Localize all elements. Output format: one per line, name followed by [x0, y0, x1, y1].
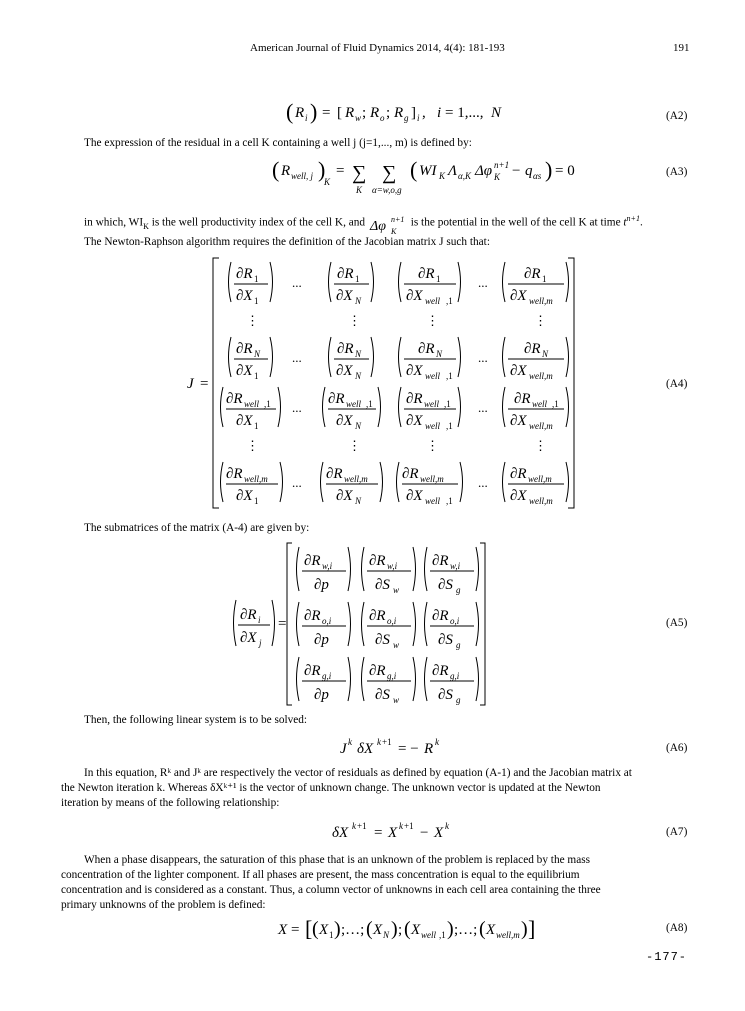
svg-text:;…;: ;…; [454, 922, 478, 938]
svg-text:∂R: ∂R [369, 553, 386, 569]
svg-text:,: , [422, 105, 426, 121]
svg-text:well, j: well, j [291, 171, 313, 181]
svg-text:k: k [435, 737, 439, 747]
svg-text:g,i: g,i [387, 671, 397, 681]
svg-text:∂R: ∂R [418, 266, 435, 282]
svg-text:well: well [425, 496, 440, 506]
svg-text:∑: ∑ [382, 162, 397, 184]
vdots-row-2 [246, 438, 547, 453]
svg-text:R: R [345, 105, 355, 121]
svg-text:1: 1 [254, 274, 259, 284]
svg-text:∂X: ∂X [510, 363, 527, 379]
svg-text:w: w [393, 695, 400, 705]
svg-text:δX: δX [357, 741, 374, 757]
svg-text:∂p: ∂p [314, 687, 329, 703]
p2-time: t [623, 216, 627, 229]
svg-text:]: ] [411, 105, 416, 121]
svg-text:α,K: α,K [458, 171, 471, 181]
svg-text:...: ... [478, 350, 488, 365]
eq-label-a8: (A8) [666, 922, 688, 934]
svg-text:g: g [456, 695, 461, 705]
row-oil [297, 602, 479, 650]
svg-text:∑: ∑ [352, 162, 367, 184]
svg-text:,1: ,1 [439, 930, 446, 940]
svg-text:k: k [348, 737, 352, 747]
svg-text:well,m: well,m [529, 371, 553, 381]
svg-text:K: K [390, 227, 397, 236]
svg-text:well: well [425, 421, 440, 431]
svg-text:∂S: ∂S [438, 632, 453, 648]
svg-text:∂R: ∂R [514, 391, 531, 407]
svg-text:i: i [417, 113, 420, 123]
svg-text:): ) [521, 918, 528, 940]
eq-label-a3: (A3) [666, 166, 688, 178]
svg-text:): ) [545, 157, 553, 182]
svg-text:∂R: ∂R [524, 341, 541, 357]
svg-text:;: ; [386, 105, 391, 121]
svg-text:R: R [394, 105, 404, 121]
svg-text:1: 1 [254, 371, 259, 381]
svg-text:∂R: ∂R [406, 391, 423, 407]
svg-text:k: k [377, 737, 381, 747]
svg-text:,1: ,1 [446, 296, 453, 306]
p2-end: is the potential in the well of the cell K at time [410, 216, 621, 229]
paragraph-phase-1: When a phase disappears, the saturation of this phase that is an unknown of the problem is replaced by the mass [84, 854, 591, 866]
svg-text:∂R: ∂R [304, 608, 321, 624]
svg-text:∂R: ∂R [240, 607, 257, 623]
svg-text:;: ; [362, 105, 367, 121]
svg-text:1: 1 [329, 930, 334, 940]
journal-header: American Journal of Fluid Dynamics 2014, 4(4): 181-193 [250, 42, 505, 54]
svg-text:∂X: ∂X [236, 288, 253, 304]
paragraph-phase-3: concentration and is considered as a constant. Thus, a column vector of unknowns in each cell area containing the three [61, 884, 601, 896]
svg-text:i: i [305, 113, 308, 123]
svg-text:]: ] [528, 916, 536, 941]
svg-text:(: ( [272, 157, 280, 182]
svg-text:well: well [425, 296, 440, 306]
svg-text:WI: WI [419, 163, 437, 179]
svg-text:∂X: ∂X [236, 413, 253, 429]
svg-text:∂R: ∂R [226, 466, 243, 482]
equation-a7 [332, 818, 492, 844]
svg-text:well,m: well,m [244, 474, 268, 484]
paragraph-residual: The expression of the residual in a cell K containing a well j (j=1,..., m) is defined by: [84, 137, 472, 149]
svg-text:,1: ,1 [444, 399, 451, 409]
svg-text:∂X: ∂X [336, 363, 353, 379]
svg-text:(: ( [479, 918, 486, 940]
svg-text:∂R: ∂R [432, 663, 449, 679]
svg-text:X: X [388, 825, 398, 841]
svg-text:∂X: ∂X [336, 288, 353, 304]
svg-text:[: [ [305, 916, 313, 941]
svg-text:∂S: ∂S [438, 577, 453, 593]
svg-text:,1: ,1 [264, 399, 271, 409]
svg-text:N: N [355, 296, 362, 306]
svg-text:): ) [310, 99, 318, 124]
svg-text:⋮: ⋮ [246, 438, 259, 453]
svg-text:∂R: ∂R [337, 341, 354, 357]
svg-text:o,i: o,i [450, 616, 460, 626]
svg-text:∂R: ∂R [304, 553, 321, 569]
svg-text:=: = [278, 616, 287, 632]
svg-text:): ) [391, 918, 398, 940]
svg-text:well,m: well,m [529, 496, 553, 506]
svg-text:N: N [436, 349, 443, 359]
svg-text:−: − [420, 825, 429, 841]
p2-sub-k: K [143, 221, 149, 231]
svg-text:N: N [254, 349, 261, 359]
svg-text:(: ( [312, 918, 319, 940]
page-number: 191 [673, 42, 690, 54]
svg-text:1: 1 [254, 296, 259, 306]
svg-text:k: k [352, 821, 356, 831]
svg-text:well,m: well,m [528, 474, 552, 484]
svg-text:g,i: g,i [450, 671, 460, 681]
svg-text:(: ( [410, 157, 418, 182]
svg-text:(: ( [286, 99, 294, 124]
svg-text:q: q [525, 163, 533, 179]
svg-text:X: X [278, 922, 288, 938]
svg-text:n+1: n+1 [494, 160, 510, 170]
svg-text:K: K [494, 172, 501, 182]
svg-text:1: 1 [436, 274, 441, 284]
svg-text:⋮: ⋮ [426, 313, 439, 328]
svg-text:): ) [318, 157, 326, 182]
svg-text:,1: ,1 [366, 399, 373, 409]
footer-page-mark: -177- [646, 950, 688, 964]
svg-text:=: = [322, 105, 331, 121]
svg-text:∂X: ∂X [236, 363, 253, 379]
svg-text:well,m: well,m [420, 474, 444, 484]
svg-text:well: well [424, 399, 439, 409]
svg-text:⋮: ⋮ [426, 438, 439, 453]
svg-text:∂R: ∂R [328, 391, 345, 407]
eq-label-a2: (A2) [666, 110, 688, 122]
svg-text:...: ... [292, 475, 302, 490]
svg-text:∂X: ∂X [336, 413, 353, 429]
eq-label-a7: (A7) [666, 826, 688, 838]
svg-text:∂S: ∂S [375, 632, 390, 648]
svg-text:∂R: ∂R [226, 391, 243, 407]
svg-text:j: j [259, 638, 262, 648]
svg-text:∂R: ∂R [432, 608, 449, 624]
svg-text:K: K [324, 177, 331, 187]
svg-text:): ) [447, 918, 454, 940]
svg-text:;…;: ;…; [341, 922, 365, 938]
svg-text:−: − [512, 163, 521, 179]
eq-label-a6: (A6) [666, 742, 688, 754]
svg-text:∂R: ∂R [304, 663, 321, 679]
svg-text:∂X: ∂X [510, 288, 527, 304]
row-water [297, 547, 479, 595]
paragraph-newton-raphson: The Newton-Raphson algorithm requires the definition of the Jacobian matrix J such that: [84, 236, 490, 248]
svg-text:g: g [404, 113, 409, 123]
svg-text:= 1,...,: = 1,..., [445, 105, 484, 121]
svg-text:∂R: ∂R [432, 553, 449, 569]
svg-text:αs: αs [533, 171, 542, 181]
svg-text:=: = [374, 825, 383, 841]
svg-text:well: well [532, 399, 547, 409]
eq-label-a5: (A5) [666, 617, 688, 629]
svg-text:X: X [434, 825, 444, 841]
svg-text:1: 1 [355, 274, 360, 284]
vdots-row-1 [246, 313, 547, 328]
row-r1 [229, 262, 569, 306]
svg-text:,1: ,1 [552, 399, 559, 409]
svg-text:R: R [370, 105, 380, 121]
svg-text:Δφ: Δφ [475, 163, 493, 179]
svg-text:∂R: ∂R [369, 608, 386, 624]
svg-text:∂p: ∂p [314, 577, 329, 593]
svg-text:J: J [187, 376, 194, 392]
svg-text:,1: ,1 [446, 496, 453, 506]
svg-text:⋮: ⋮ [246, 313, 259, 328]
p2-mid: is the well productivity index of the cell K, and [148, 216, 366, 229]
svg-text:N: N [355, 496, 362, 506]
svg-text:[: [ [337, 105, 342, 121]
svg-text:w: w [393, 640, 400, 650]
svg-text:R: R [281, 163, 291, 179]
svg-text:∂R: ∂R [337, 266, 354, 282]
svg-text:...: ... [292, 350, 302, 365]
svg-text:∂X: ∂X [240, 630, 257, 646]
svg-text:N: N [491, 105, 502, 121]
svg-text:∂X: ∂X [406, 288, 423, 304]
svg-text:+1: +1 [357, 821, 367, 831]
svg-text:well: well [421, 930, 436, 940]
svg-text:g: g [456, 640, 461, 650]
svg-text:∂X: ∂X [236, 488, 253, 504]
svg-text:∂R: ∂R [236, 341, 253, 357]
row-gas [297, 657, 479, 705]
svg-text:w: w [393, 585, 400, 595]
row-rwell1 [221, 387, 569, 431]
svg-text:,1: ,1 [446, 371, 453, 381]
svg-text:X: X [411, 922, 421, 938]
paragraph-phase-2: concentration of the lighter component. If all phases are present, the mass concentration is equal to the equilibrium [61, 869, 580, 881]
svg-text:= −: = − [398, 741, 419, 757]
svg-text:∂X: ∂X [336, 488, 353, 504]
paragraph-submatrices: The submatrices of the matrix (A-4) are given by: [84, 522, 310, 534]
svg-text:∂S: ∂S [375, 687, 390, 703]
svg-text:N: N [355, 371, 362, 381]
svg-text:⋮: ⋮ [348, 313, 361, 328]
svg-text:well,m: well,m [529, 296, 553, 306]
svg-text:∂R: ∂R [524, 266, 541, 282]
svg-text:...: ... [478, 400, 488, 415]
svg-text:well: well [244, 399, 259, 409]
svg-text:⋮: ⋮ [534, 313, 547, 328]
svg-text:well,m: well,m [344, 474, 368, 484]
svg-text:N: N [542, 349, 549, 359]
paragraph-linear-system: Then, the following linear system is to be solved: [84, 714, 308, 726]
svg-text:∂S: ∂S [375, 577, 390, 593]
svg-text:...: ... [292, 275, 302, 290]
svg-text:...: ... [478, 475, 488, 490]
svg-text:w,i: w,i [450, 561, 461, 571]
svg-text:,1: ,1 [446, 421, 453, 431]
svg-text:): ) [334, 918, 341, 940]
row-rwellm [221, 462, 569, 506]
svg-text:X: X [319, 922, 329, 938]
svg-text:well: well [346, 399, 361, 409]
equation-a4-jacobian [180, 253, 590, 513]
paragraph-well-index: in which, $WI_K$ is the well productivity index of the cell K, and Δφ n+1 K is the potential in the well of the cell K at time $t^{n+1}$. [84, 213, 643, 236]
svg-text:∂X: ∂X [406, 363, 423, 379]
svg-text:K: K [356, 185, 363, 195]
svg-text:o,i: o,i [387, 616, 397, 626]
svg-text:α=w,o,g: α=w,o,g [372, 185, 402, 195]
svg-text:⋮: ⋮ [534, 438, 547, 453]
svg-text:k: k [445, 821, 449, 831]
svg-text:X: X [373, 922, 383, 938]
svg-text:J: J [340, 741, 347, 757]
svg-text:i: i [437, 105, 442, 121]
svg-text:∂R: ∂R [510, 466, 527, 482]
svg-text:g: g [456, 585, 461, 595]
svg-text:;: ; [398, 922, 403, 938]
svg-text:=: = [336, 163, 345, 179]
paragraph-residual-vectors-2: the Newton iteration k. Whereas δXᵏ⁺¹ is the vector of unknown change. The unknown vector is updated at the Newton [61, 782, 601, 794]
svg-text:o,i: o,i [322, 616, 332, 626]
svg-text:K: K [439, 171, 446, 181]
svg-text:g,i: g,i [322, 671, 332, 681]
svg-text:w: w [355, 113, 362, 123]
svg-text:∂R: ∂R [326, 466, 343, 482]
svg-text:i: i [258, 615, 261, 625]
paragraph-residual-vectors-3: iteration by means of the following relationship: [61, 797, 280, 809]
equation-a2 [286, 98, 526, 128]
eq-label-a4: (A4) [666, 378, 688, 390]
svg-text:(: ( [366, 918, 373, 940]
svg-text:1: 1 [542, 274, 547, 284]
svg-text:Δφ: Δφ [369, 219, 386, 234]
svg-text:∂X: ∂X [510, 488, 527, 504]
svg-text:=: = [291, 922, 300, 938]
row-rn [229, 337, 569, 381]
equation-a8 [278, 915, 538, 945]
paragraph-phase-4: primary unknowns of the problem is defined: [61, 899, 266, 911]
svg-text:+1: +1 [404, 821, 414, 831]
svg-text:= 0: = 0 [555, 163, 575, 179]
svg-text:R: R [295, 105, 305, 121]
paragraph-residual-vectors-1: In this equation, Rᵏ and Jᵏ are respectively the vector of residuals as defined by equation (A-1) and the Jacobian matrix at [84, 767, 632, 779]
equation-a5 [230, 540, 490, 710]
svg-text:N: N [355, 349, 362, 359]
svg-text:∂X: ∂X [510, 413, 527, 429]
svg-text:δX: δX [332, 825, 349, 841]
svg-text:R: R [424, 741, 434, 757]
svg-text:k: k [399, 821, 403, 831]
svg-text:(: ( [404, 918, 411, 940]
svg-text:X: X [486, 922, 496, 938]
svg-text:∂p: ∂p [314, 632, 329, 648]
svg-text:∂X: ∂X [406, 413, 423, 429]
inline-delta-phi [368, 213, 408, 237]
p2-time-sup: n+1 [626, 213, 640, 223]
svg-text:∂R: ∂R [418, 341, 435, 357]
svg-text:n+1: n+1 [390, 215, 405, 224]
svg-text:Λ: Λ [448, 163, 458, 179]
p2-start: in which, WI [84, 216, 144, 229]
svg-text:o: o [380, 113, 385, 123]
svg-text:w,i: w,i [322, 561, 333, 571]
svg-text:N: N [355, 421, 362, 431]
equation-a6 [340, 734, 470, 760]
svg-text:N: N [383, 930, 390, 940]
svg-text:∂R: ∂R [402, 466, 419, 482]
svg-text:∂R: ∂R [236, 266, 253, 282]
svg-text:well,m: well,m [496, 930, 520, 940]
svg-text:1: 1 [254, 421, 259, 431]
svg-text:w,i: w,i [387, 561, 398, 571]
svg-text:∂X: ∂X [406, 488, 423, 504]
svg-text:well: well [425, 371, 440, 381]
svg-text:...: ... [292, 400, 302, 415]
svg-text:=: = [200, 376, 209, 392]
svg-text:+1: +1 [382, 737, 392, 747]
svg-text:∂R: ∂R [369, 663, 386, 679]
svg-text:∂S: ∂S [438, 687, 453, 703]
svg-text:...: ... [478, 275, 488, 290]
equation-a3 [272, 155, 575, 199]
svg-text:well,m: well,m [529, 421, 553, 431]
svg-text:1: 1 [254, 496, 259, 506]
svg-text:⋮: ⋮ [348, 438, 361, 453]
